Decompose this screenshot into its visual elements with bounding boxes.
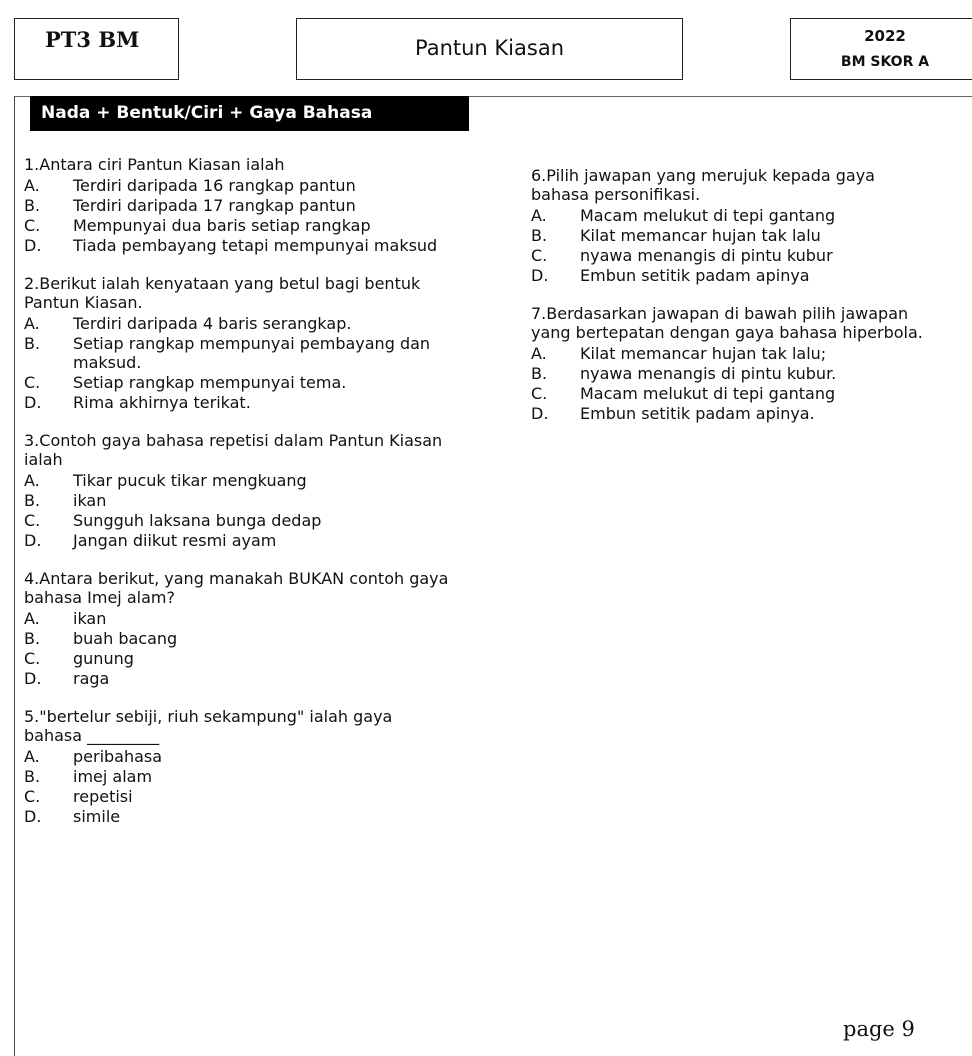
option-letter: A. (24, 747, 40, 766)
option-letter: A. (531, 344, 547, 363)
option-text: Embun setitik padam apinya (580, 266, 810, 285)
option-text: nyawa menangis di pintu kubur. (580, 364, 837, 383)
question-stem: 2.Berikut ialah kenyataan yang betul bagi bentuk Pantun Kiasan. (24, 274, 421, 312)
question-stem: 1.Antara ciri Pantun Kiasan ialah (24, 155, 285, 174)
header-year-box (790, 18, 972, 80)
question-block (24, 569, 454, 688)
answer-option (531, 226, 936, 245)
option-text: Sungguh laksana bunga dedap (73, 511, 322, 530)
answer-option (24, 176, 454, 195)
option-letter: A. (24, 471, 40, 490)
option-text: Jangan diikut resmi ayam (73, 531, 277, 550)
question-column-right (531, 166, 936, 442)
answer-option (24, 314, 454, 333)
answer-option (531, 404, 936, 423)
answer-option (24, 649, 454, 668)
option-letter: A. (24, 176, 40, 195)
answer-option (531, 364, 936, 383)
option-text: raga (73, 669, 110, 688)
option-letter: C. (531, 246, 548, 265)
answer-option (24, 393, 454, 412)
option-text: gunung (73, 649, 134, 668)
answer-option (24, 629, 454, 648)
option-letter: D. (24, 669, 42, 688)
option-letter: B. (24, 196, 41, 215)
option-text: nyawa menangis di pintu kubur (580, 246, 833, 265)
section-title: Nada + Bentuk/Ciri + Gaya Bahasa (30, 96, 469, 131)
answer-option (24, 196, 454, 215)
answer-option (24, 491, 454, 510)
answer-option (24, 216, 454, 235)
answer-option (24, 767, 454, 786)
question-block (531, 166, 936, 285)
option-text: Kilat memancar hujan tak lalu (580, 226, 821, 245)
option-letter: D. (24, 393, 42, 412)
option-text: Rima akhirnya terikat. (73, 393, 251, 412)
option-letter: B. (24, 767, 41, 786)
option-text: buah bacang (73, 629, 178, 648)
option-letter: A. (24, 609, 40, 628)
header-year: 2022 (864, 27, 906, 45)
answer-option (24, 669, 454, 688)
option-text: Setiap rangkap mempunyai pembayang dan maksud. (73, 334, 431, 372)
header-subject: PT3 BM (45, 27, 140, 52)
option-letter: C. (24, 649, 41, 668)
option-letter: B. (531, 364, 548, 383)
option-letter: A. (24, 314, 40, 333)
header-topic-box (296, 18, 683, 80)
option-text: Macam melukut di tepi gantang (580, 206, 836, 225)
option-letter: C. (531, 384, 548, 403)
option-text: Mempunyai dua baris setiap rangkap (73, 216, 371, 235)
answer-option (24, 609, 454, 628)
option-letter: C. (24, 511, 41, 530)
option-letter: B. (24, 334, 41, 353)
answer-option (24, 511, 454, 530)
option-letter: B. (24, 491, 41, 510)
answer-option (24, 471, 454, 490)
option-text: Setiap rangkap mempunyai tema. (73, 373, 347, 392)
header-label: BM SKOR A (840, 54, 930, 70)
option-text: Kilat memancar hujan tak lalu; (580, 344, 827, 363)
option-text: Terdiri daripada 4 baris serangkap. (73, 314, 352, 333)
question-stem: 4.Antara berikut, yang manakah BUKAN contoh gaya bahasa Imej alam? (24, 569, 449, 607)
option-text: Terdiri daripada 17 rangkap pantun (73, 196, 356, 215)
answer-option (531, 344, 936, 363)
option-text: peribahasa (73, 747, 163, 766)
answer-option (24, 807, 454, 826)
option-letter: C. (24, 216, 41, 235)
option-text: imej alam (73, 767, 153, 786)
option-text: simile (73, 807, 121, 826)
option-text: Macam melukut di tepi gantang (580, 384, 836, 403)
page-number: page 9 (843, 1017, 915, 1041)
answer-option (24, 787, 454, 806)
option-letter: D. (24, 531, 42, 550)
answer-option (24, 236, 454, 255)
option-letter: B. (24, 629, 41, 648)
question-stem: 3.Contoh gaya bahasa repetisi dalam Pantun Kiasan ialah (24, 431, 443, 469)
option-text: repetisi (73, 787, 133, 806)
header-topic: Pantun Kiasan (414, 36, 565, 60)
option-text: ikan (73, 609, 107, 628)
question-stem: 6.Pilih jawapan yang merujuk kepada gaya bahasa personifikasi. (531, 166, 875, 204)
question-block (24, 155, 454, 255)
option-letter: C. (24, 787, 41, 806)
answer-option (531, 246, 936, 265)
answer-option (531, 206, 936, 225)
question-stem: 7.Berdasarkan jawapan di bawah pilih jawapan yang bertepatan dengan gaya bahasa hiperbola. (531, 304, 923, 342)
question-column-left (24, 155, 454, 845)
option-letter: D. (531, 266, 549, 285)
question-stem: 5."bertelur sebiji, riuh sekampung" ialah gaya bahasa _________ (24, 707, 393, 745)
answer-option (24, 531, 454, 550)
question-block (531, 304, 936, 423)
option-text: Embun setitik padam apinya. (580, 404, 815, 423)
question-block (24, 431, 454, 550)
option-letter: A. (531, 206, 547, 225)
option-letter: D. (24, 807, 42, 826)
option-letter: D. (24, 236, 42, 255)
answer-option (531, 266, 936, 285)
option-letter: B. (531, 226, 548, 245)
option-letter: D. (531, 404, 549, 423)
option-text: Tiada pembayang tetapi mempunyai maksud (73, 236, 438, 255)
question-block (24, 274, 454, 412)
answer-option (24, 747, 454, 766)
answer-option (24, 334, 454, 372)
option-text: ikan (73, 491, 107, 510)
option-text: Terdiri daripada 16 rangkap pantun (73, 176, 356, 195)
option-letter: C. (24, 373, 41, 392)
answer-option (24, 373, 454, 392)
header-subject-box (14, 18, 179, 80)
option-text: Tikar pucuk tikar mengkuang (73, 471, 307, 490)
question-block (24, 707, 454, 826)
answer-option (531, 384, 936, 403)
